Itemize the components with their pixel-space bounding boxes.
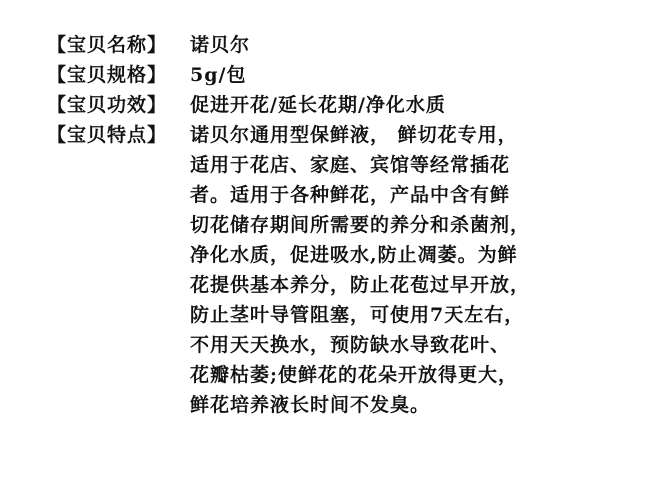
product-spec-label: 【宝贝规格】 xyxy=(47,64,168,86)
feature-line: 花瓣枯萎;使鲜花的花朵开放得更大， xyxy=(190,364,519,386)
product-effect-row xyxy=(47,90,627,120)
feature-line: 花提供基本养分，防止花苞过早开放， xyxy=(190,274,531,296)
feature-line: 防止茎叶导管阻塞，可使用7天左右， xyxy=(190,304,525,326)
product-features-text xyxy=(190,120,627,420)
product-name-label: 【宝贝名称】 xyxy=(47,34,168,56)
product-spec-row xyxy=(47,60,627,90)
feature-line: 切花储存期间所需要的养分和杀菌剂， xyxy=(190,214,531,236)
feature-line: 者。适用于各种鲜花，产品中含有鲜 xyxy=(190,184,511,206)
product-spec-value: 5g/包 xyxy=(190,64,247,86)
product-name-value: 诺贝尔 xyxy=(190,34,251,56)
feature-line: 鲜花培养液长时间不发臭。 xyxy=(190,394,431,416)
product-effect-label: 【宝贝功效】 xyxy=(47,94,168,116)
product-spec-sheet xyxy=(47,30,627,420)
product-features-row xyxy=(47,120,627,420)
feature-line: 不用天天换水，预防缺水导致花叶、 xyxy=(190,334,511,356)
feature-line: 适用于花店、家庭、宾馆等经常插花 xyxy=(190,154,511,176)
feature-line: 净化水质，促进吸水,防止凋萎。为鲜 xyxy=(190,244,518,266)
product-features-label: 【宝贝特点】 xyxy=(47,124,168,146)
feature-line: 诺贝尔通用型保鲜液， 鲜切花专用， xyxy=(190,124,518,146)
product-effect-value: 促进开花/延长花期/净化水质 xyxy=(190,94,446,116)
product-name-row xyxy=(47,30,627,60)
